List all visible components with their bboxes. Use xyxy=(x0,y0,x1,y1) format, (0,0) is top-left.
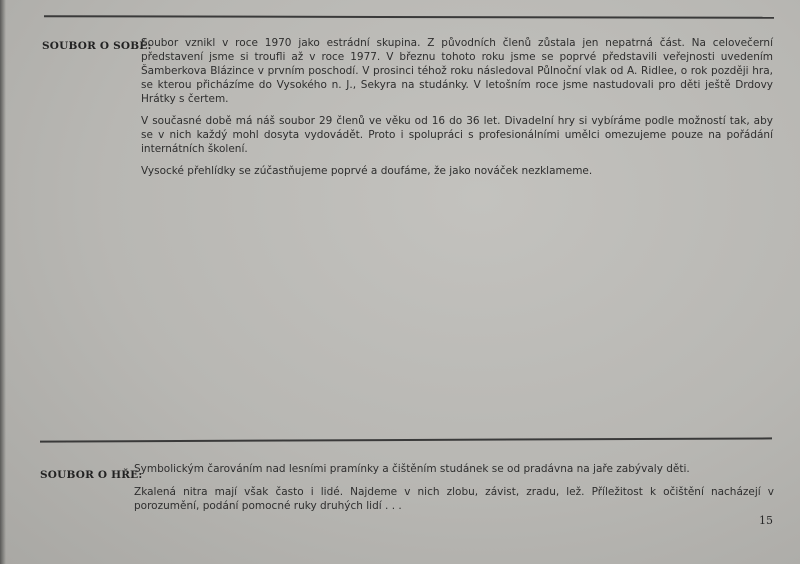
page-number: 15 xyxy=(759,514,773,527)
section-play-paragraph: Symbolickým čarováním nad lesními pramínky a čištěním studánek se od pradávna na jaře zabývaly děti. xyxy=(134,463,690,475)
section-about-paragraph: Vysocké přehlídky se zúčastňujeme poprvé a doufáme, že jako nováček nezklameme. xyxy=(141,165,593,177)
middle-divider xyxy=(40,437,772,442)
section-about-text xyxy=(141,36,773,186)
section-play-paragraph: Zkalená nitra mají však často i lidé. Najdeme v nich zlobu, závist, zradu, lež. Příležitost k očištění nacházejí v porozumění, podání pomocné ruky druhých lidí . . . xyxy=(134,486,774,512)
section-about-paragraph: V současné době má náš soubor 29 členů ve věku od 16 do 36 let. Divadelní hry si vybíráme podle možností tak, aby se v nich každý mohl dosyta vydovádět. Proto i spolupráci s profesionálními umělci omezujeme pouze na pořádání internátních školení. xyxy=(141,115,773,155)
top-divider xyxy=(44,15,774,19)
section-about-paragraph: Soubor vznikl v roce 1970 jako estrádní skupina. Z původních členů zůstala jen nepatrná část. Na celovečerní představení jsme si troufli až v roce 1977. V březnu tohoto roku jsme se poprvé představili veřejnosti uvedením Šamberkova Blázince v prvním poschodí. V prosinci téhož roku následoval Půlnoční vlak od A. Ridlee, o rok později hra, se kterou přicházíme do Vysokého n. J., Sekyra na studánky. V letošním roce jsme nastudovali pro děti ještě Drdovy Hrátky s čertem. xyxy=(141,37,773,105)
page-edge-shadow xyxy=(0,0,6,564)
section-play-heading: SOUBOR O HŘE: xyxy=(40,469,143,481)
section-about-heading: SOUBOR O SOBĚ: xyxy=(42,40,152,52)
section-play-text xyxy=(134,462,774,522)
